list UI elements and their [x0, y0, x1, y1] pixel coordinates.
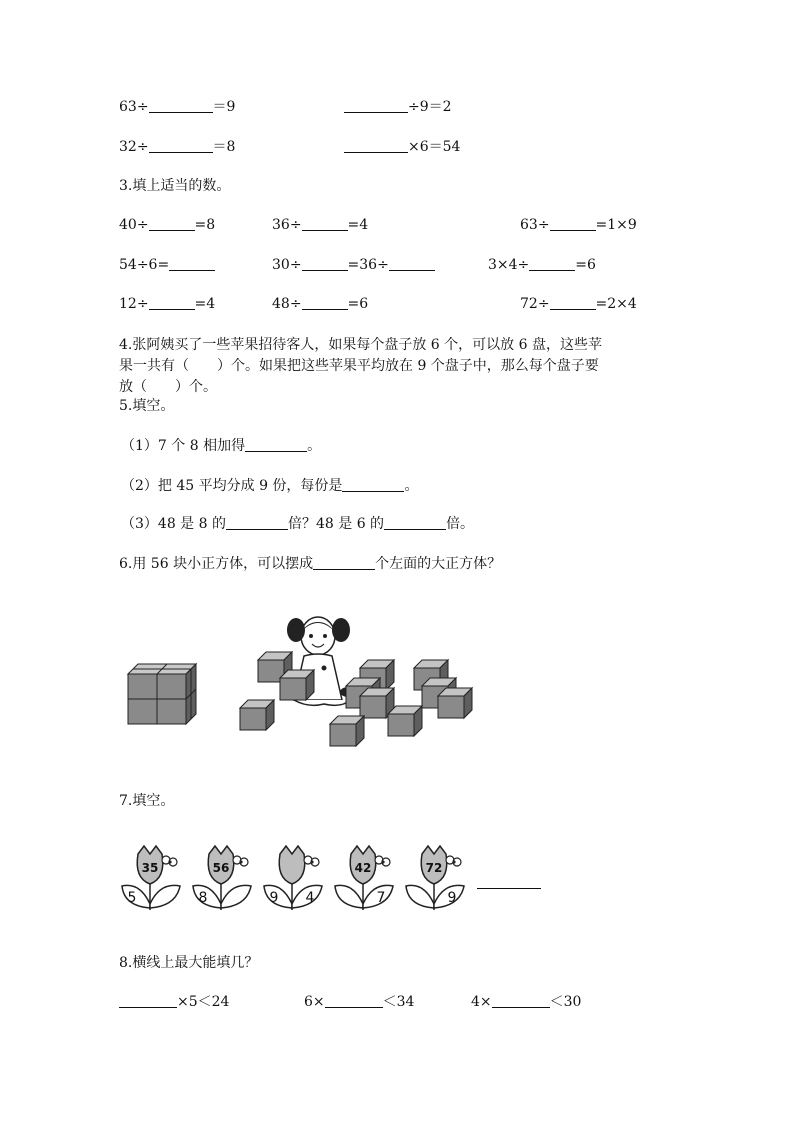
- answer-blank[interactable]: [302, 257, 348, 271]
- big-cube-illustration: [120, 660, 220, 728]
- q3-r2-c3: 3×4÷ =6: [488, 257, 596, 273]
- left-leaf: [406, 885, 434, 908]
- q3-r1-c2: 36÷ =4: [272, 217, 369, 233]
- right-leaf: [221, 885, 251, 908]
- q4-line-2: 果一共有（ ）个。如果把这些苹果平均放在 9 个盘子中，那么每个盘子要: [119, 358, 599, 374]
- q3-r3-c3: 72÷ =2×4: [520, 296, 637, 312]
- q8-item-2: 6× ＜34: [304, 994, 415, 1010]
- answer-blank[interactable]: [149, 99, 213, 113]
- flower-number-top: 35: [141, 861, 159, 875]
- flower-1: [122, 846, 180, 910]
- q5-title: 5.填空。: [119, 398, 175, 414]
- flower-number-left: 9: [269, 890, 279, 906]
- q5-item-1: （1）7 个 8 相加得 。: [121, 438, 322, 454]
- q3-r1-c3: 63÷ =1×9: [520, 217, 637, 233]
- q5-item-2: （2）把 45 平均分成 9 份，每份是 。: [121, 478, 419, 494]
- girl-with-blocks-illustration: [238, 608, 478, 748]
- q3-r3-c2: 48÷ =6: [272, 296, 369, 312]
- right-leaf: [150, 885, 180, 908]
- flower-number-top: 42: [354, 861, 372, 875]
- flower-number-right: 4: [305, 890, 315, 906]
- answer-blank[interactable]: [344, 99, 408, 113]
- flower-2: [193, 846, 251, 910]
- q6-question: 6.用 56 块小正方体，可以摆成 个左面的大正方体？: [119, 556, 502, 572]
- q2-row-1: 63÷ ＝9: [119, 99, 236, 115]
- q8-item-1: ×5＜24: [119, 993, 229, 1011]
- answer-blank[interactable]: [226, 516, 288, 530]
- answer-blank[interactable]: [550, 296, 596, 310]
- answer-blank[interactable]: [492, 994, 550, 1008]
- flower-5: [406, 846, 464, 910]
- answer-blank[interactable]: [169, 257, 215, 271]
- answer-blank[interactable]: [313, 556, 375, 570]
- q8-title: 8.横线上最大能填几？: [119, 955, 259, 971]
- answer-blank[interactable]: [149, 296, 195, 310]
- answer-blank[interactable]: [302, 296, 348, 310]
- answer-blank[interactable]: [119, 994, 177, 1008]
- q3-r3-c1: 12÷ =4: [119, 296, 216, 312]
- answer-blank[interactable]: [342, 478, 404, 492]
- q5-item-3: （3）48 是 8 的 倍？48 是 6 的 倍。: [121, 516, 475, 532]
- answer-blank[interactable]: [344, 139, 408, 153]
- answer-blank[interactable]: [384, 516, 446, 530]
- answer-blank[interactable]: [389, 257, 435, 271]
- flower-number-left: 5: [127, 890, 137, 906]
- q2-row-2-right: ×6＝54: [344, 138, 460, 156]
- answer-blank[interactable]: [245, 438, 307, 452]
- answer-blank[interactable]: [302, 217, 348, 231]
- flower-number-right: 7: [376, 890, 386, 906]
- answer-blank[interactable]: [477, 876, 541, 889]
- answer-blank[interactable]: [550, 217, 596, 231]
- flower-number-left: 8: [198, 890, 208, 906]
- q4-line-1: 4.张阿姨买了一些苹果招待客人，如果每个盘子放 6 个，可以放 6 盘，这些苹: [119, 337, 602, 353]
- answer-blank[interactable]: [149, 139, 213, 153]
- answer-blank[interactable]: [149, 217, 195, 231]
- answer-blank[interactable]: [529, 257, 575, 271]
- q3-r1-c1: 40÷ =8: [119, 217, 216, 233]
- q4-line-3: 放（ ）个。: [119, 379, 217, 395]
- flower-number-top: 72: [425, 861, 443, 875]
- flower-4: [335, 846, 393, 910]
- q3-title: 3.填上适当的数。: [119, 178, 231, 194]
- q4-text: [119, 335, 679, 398]
- q2-row-2: 32÷ ＝8: [119, 139, 236, 155]
- q2-row-1-right: ÷9＝2: [344, 98, 452, 116]
- flower-number-top: 56: [212, 861, 230, 875]
- flower-number-right: 9: [447, 890, 457, 906]
- q7-title: 7.填空。: [119, 793, 175, 809]
- flower-3: [264, 846, 322, 910]
- tulip-head: [279, 846, 305, 884]
- answer-blank[interactable]: [325, 994, 383, 1008]
- q3-r2-c2: 30÷ =36÷: [272, 256, 435, 274]
- q3-r2-c1: 54÷6=: [119, 256, 215, 274]
- q8-item-3: 4× ＜30: [471, 994, 582, 1010]
- left-leaf: [335, 885, 363, 908]
